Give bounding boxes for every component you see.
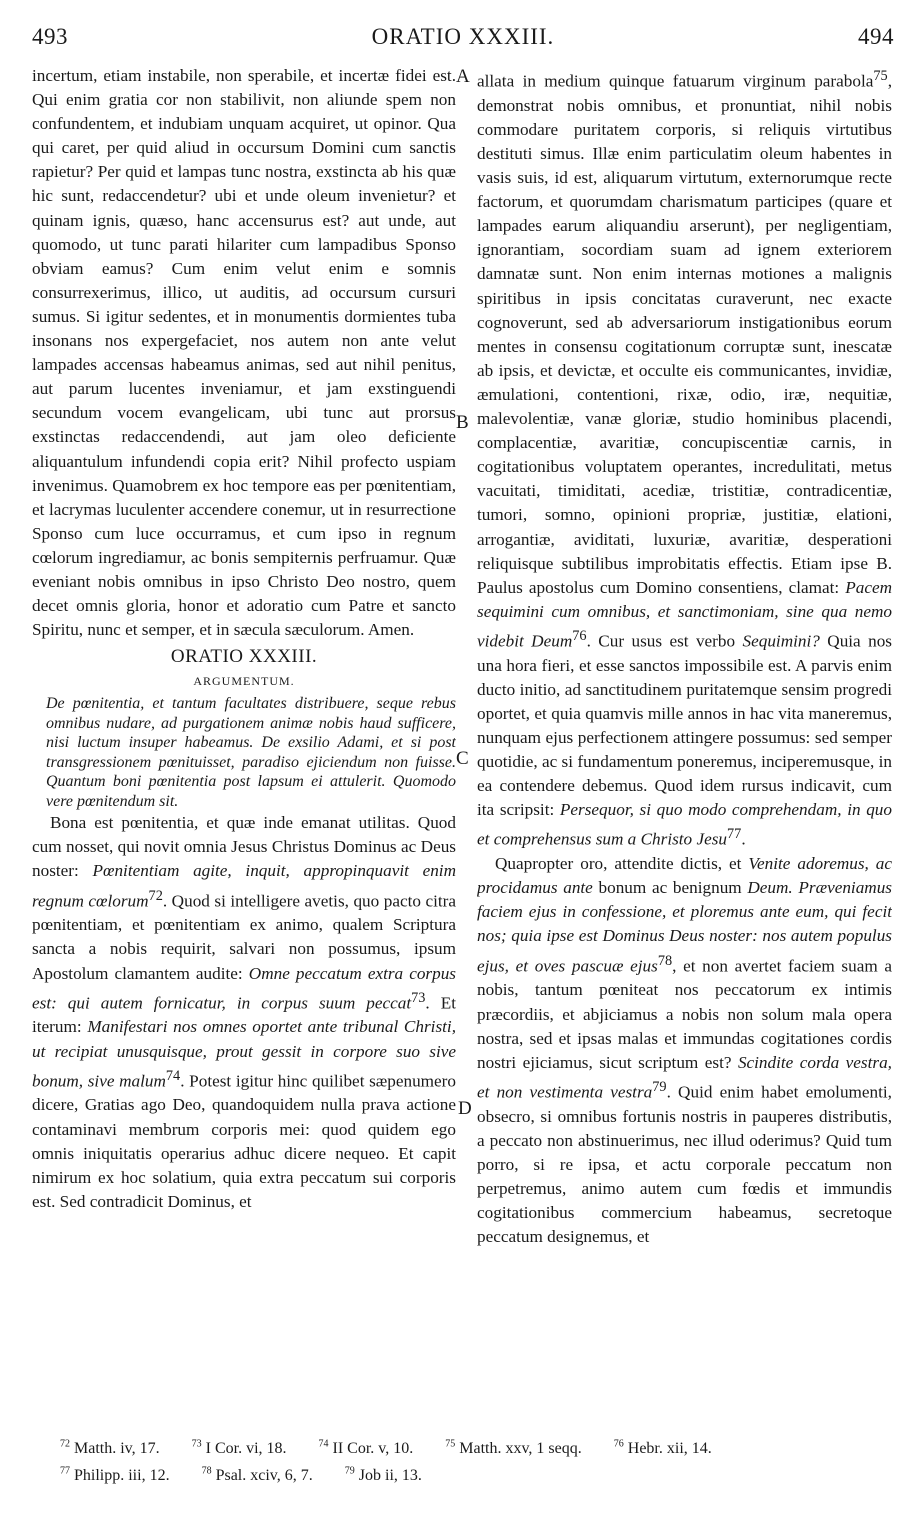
text-run: . Quid enim habet emolumenti, obsecro, si omnibus fortunis nostris in pauperes distributis, a peccato non abstinuerimus, nec illud oderimus? Quid tum porro, si re ipsa, et actu corporale peccatum non perpetremus, animo autem cum fœdis et immundis cogitationibus commercium habeamus, secretoque peccatum designemus, et bbox=[477, 1082, 892, 1247]
page-header bbox=[32, 10, 894, 50]
footnote-ref-text: I Cor. vi, 18. bbox=[205, 1440, 287, 1458]
footnote-ref-text: Hebr. xii, 14. bbox=[627, 1440, 712, 1458]
footnote-ref: 74 bbox=[165, 1067, 181, 1084]
footnote bbox=[60, 1440, 160, 1457]
footnote-ref-text: Matth. iv, 17. bbox=[74, 1440, 160, 1458]
footnotes-line-2 bbox=[60, 1460, 900, 1486]
footnote bbox=[202, 1467, 313, 1484]
text-run: . bbox=[741, 830, 746, 850]
footnote-ref-text: Job ii, 13. bbox=[358, 1466, 422, 1484]
text-run: , demonstrat nobis omnibus, et pronuntiat, nihil nobis commodare puritatem corporis, si reliquis virtutibus destituti simus. Illæ enim particulatim oleum habentes in vasis suis, id est, aliquarum virtutum, externorumque recte factorum, et quorumdam charismatum participes (quare et lampades earum aliquandiu arserunt), per negligentiam, ignorantiam, socordiam suam ad ignem exteriorem damnatæ sunt. Non enim internas motiones a malignis spiritibus in ipsis concitatas curaverunt, nec exacte cognoverunt, sed ab adversariorum instigationibus eorum mentes in consensu cogitationum corruptæ sunt, inescatæ ab ipsis, et devictæ, et occulte eis communicantes, invidiæ, æmulationi, contentioni, rixæ, odio, iræ, nequitiæ, malevolentiæ, vanæ gloriæ, studio hominibus placendi, complacentiæ, avaritiæ, concupiscentiæ carnis, in cogitationibus voluptatem operantes, incredulitati, metus vacuitati, timiditati, acediæ, tristitiæ, contradicentiæ, tumori, somno, opinioni propriæ, justitiæ, elationi, arrogantiæ, aviditati, luxuriæ, avaritiæ, desperationi reliquisque subtilibus improbitatis effectis. Etiam ipse B. Paulus apostolus cum Domino consentiens, clamat: bbox=[477, 71, 892, 597]
text-run: . Quod si intelligere avetis, quo pacto citra pœnitentiam, et pœnitentiam ex animo, qualem Scriptura sancta a nobis requirit, salvari non possumus, ipsum Apostolum clamantem audite: bbox=[32, 891, 456, 983]
margin-marker-c: C bbox=[456, 748, 469, 769]
page-number-left: 493 bbox=[32, 24, 68, 49]
footnote-ref: 73 bbox=[411, 989, 426, 1006]
text-run: . Cur usus est verbo bbox=[586, 631, 743, 651]
footnote-ref: 77 bbox=[727, 826, 742, 843]
footnote-number: 76 bbox=[613, 1439, 624, 1450]
footnote-number: 79 bbox=[344, 1465, 355, 1477]
text-run: allata in medium quinque fatuarum virginum parabola bbox=[477, 71, 874, 91]
footnote-ref-text: Matth. xxv, 1 seqq. bbox=[459, 1440, 582, 1458]
margin-marker-d: D bbox=[458, 1098, 472, 1119]
footnote bbox=[319, 1440, 414, 1457]
footnote-number: 75 bbox=[445, 1439, 456, 1450]
scripture-quote: Sequimini? bbox=[742, 631, 820, 651]
oratio-heading: ORATIO XXXIII. bbox=[170, 646, 318, 668]
footnote-ref-text: Psal. xciv, 6, 7. bbox=[215, 1466, 313, 1484]
right-paragraph-1 bbox=[477, 64, 892, 852]
scripture-quote: Omne peccatum extra corpus est: qui autem fornicatur, in corpus suum peccat bbox=[32, 963, 456, 1013]
left-column bbox=[32, 64, 456, 1422]
scripture-quote: Persequor, si quo modo comprehendam, in quo et comprehensus sum a Christo Jesu bbox=[477, 800, 892, 850]
footnote-ref-text: Philipp. iii, 12. bbox=[74, 1466, 170, 1484]
footnote-ref: 76 bbox=[572, 627, 587, 644]
footnote-ref: 72 bbox=[148, 887, 163, 904]
footnote-ref-text: II Cor. v, 10. bbox=[332, 1440, 414, 1458]
footnote bbox=[345, 1467, 422, 1484]
page-number-right: 494 bbox=[858, 24, 894, 49]
right-column bbox=[477, 64, 892, 1422]
text-run: bonum ac benignum bbox=[592, 878, 748, 898]
footnote-ref: 79 bbox=[652, 1078, 667, 1095]
text-run: Quia nos una hora fieri, et esse sanctos impossibile est. A parvis enim ducto initio, ad sanctitudinem puritatemque sensim progredi oportet, et quia quamvis mille annos in hac vita maneremus, nunquam ejus perfectionem attingere possumus: sed semper quotidie, ac si fundamentum poneremus, inciperemusque, in ea contendere debemus. Quod idem rursus indicavit, cum ita scripsit: bbox=[477, 631, 892, 820]
argumentum-heading: ARGUMENTUM. bbox=[193, 674, 295, 689]
footnote bbox=[192, 1440, 287, 1457]
text-run: . Potest igitur hinc quilibet sæpenumero dicere, Gratias ago Deo, quandoquidem nulla prava actione contaminavi membrum corporis mei: quod quidem ego omnis iniquitatis operarius adhuc dicere nequeo. Et capit nimirum ex hoc solatium, quia extra peccatum sui corporis est. Sed contradicit Dominus, et bbox=[32, 1071, 456, 1211]
scripture-quote: Scindite corda vestra, et non vestimenta vestra bbox=[477, 1052, 892, 1102]
footnote-number: 74 bbox=[318, 1439, 329, 1450]
left-paragraph-1: incertum, etiam instabile, non sperabile, et incertæ fidei est. Qui enim gratia cor non stabilivit, non aliunde spem non confundentem, et indubiam unquam acquiret, ut opinor. Qua qui caret, per quid aliud in occursum Domini cum sanctis rapietur? Per quid et lampas tunc nostra, exstincta ab his quæ hic sunt, redaccendetur? ubi et unde oleum invenietur? et quinam ignis, quæso, hanc accensurus est? aut unde, aut quomodo, ut tunc parati hilariter cum lampadibus Sponso obviam eamus? Cum enim velut enim e somnis consurrexerimus, illico, ut auditis, ad occursum cursuri sumus. Si igitur sedentes, et in monumentis dormientes tuba insonans nos expergefaciet, nos autem non ante velut lampades accensas habeamus animas, sed aut nihil penitus, aut parum lucentes inveniamur, et jam exstinguendi secundum vocem evangelicam, ubi tunc aut prorsus exstinctas redaccendendi, aut jam oleo deficiente aliquantulum infundendi copia erit? Nihil profecto uspiam invenimus. Quamobrem ex hoc tempore eas per pœnitentiam, et lacrymas luculenter accendere conemur, ut in resurrectione Sponso cum luce occurramus, et cum ipso in regnum cœlorum ingrediamur, ac bonis sempiternis perfruamur. Quæ eveniant nobis omnibus in ipso Christo Deo nostro, quem decet omnis gloria, honor et adoratio cum Patre et sancto Spiritu, nunc et semper, et in sæcula sæculorum. Amen. bbox=[32, 66, 456, 640]
text-run: Quapropter oro, attendite dictis, et bbox=[495, 854, 749, 874]
scripture-quote: Pacem sequimini cum omnibus, et sanctimoniam, sine qua nemo videbit Deum bbox=[477, 577, 892, 651]
footnote-number: 78 bbox=[201, 1465, 212, 1477]
footnote bbox=[60, 1467, 170, 1484]
footnote bbox=[445, 1440, 582, 1457]
footnote-number: 77 bbox=[60, 1465, 70, 1477]
margin-marker-b: B bbox=[456, 412, 469, 433]
footnote bbox=[614, 1440, 712, 1457]
text-run: , et non avertet faciem suam a nobis, tantum pœniteat nos peccatorum ex intimis præcordiis, et abjiciamus a nobis non solum mala opera nostra, sed et ipsas malas et immundas cogitationes cordis nostri ejiciamus, sicut scriptum est? bbox=[477, 956, 892, 1072]
footnote-number: 73 bbox=[191, 1439, 202, 1450]
footnote-number: 72 bbox=[60, 1439, 70, 1450]
scripture-quote: Deum. Præveniamus faciem ejus in confessione, et ploremus ante eum, qui fecit nos; quia ipse est Dominus Deus noster: nos autem populus ejus, et oves pascuæ ejus bbox=[477, 878, 892, 976]
argumentum-text: De pœnitentia, et tantum facultates distribuere, seque rebus omnibus nudare, ad purgationem animæ nobis haud sufficere, nisi luctum insuper habeamus. De exsilio Adami, et si post transgressionem pœnituisset, paradiso ejiciendum non fuisse. Quantum boni pœnitentia post lapsum ei attulerit. Quomodo vere pœnitendum sit. bbox=[46, 695, 456, 810]
footnotes bbox=[60, 1434, 900, 1487]
scripture-quote: Manifestari nos omnes oportet ante tribunal Christi, ut recipiat unusquisque, prout gessit in corpore suo sive bonum, sive malum bbox=[32, 1017, 456, 1091]
footnotes-line-1 bbox=[60, 1434, 900, 1460]
left-paragraph-2 bbox=[32, 811, 456, 1214]
scripture-quote: Venite adoremus, ac procidamus ante bbox=[477, 854, 892, 898]
footnote-ref: 78 bbox=[657, 952, 673, 969]
text-run: . Et iterum: bbox=[32, 993, 456, 1037]
scripture-quote: Pœnitentiam agite, inquit, appropinquavit enim regnum cœlorum bbox=[32, 861, 456, 911]
right-paragraph-2 bbox=[477, 852, 892, 1249]
text-run: Bona est pœnitentia, et quæ inde emanat utilitas. Quod cum nosset, qui novit omnia Jesus Christus Dominus ac Deus noster: bbox=[32, 813, 456, 881]
running-title: ORATIO XXXIII. bbox=[371, 24, 555, 49]
footnote-ref: 75 bbox=[873, 68, 888, 84]
margin-marker-a: A bbox=[456, 66, 470, 87]
